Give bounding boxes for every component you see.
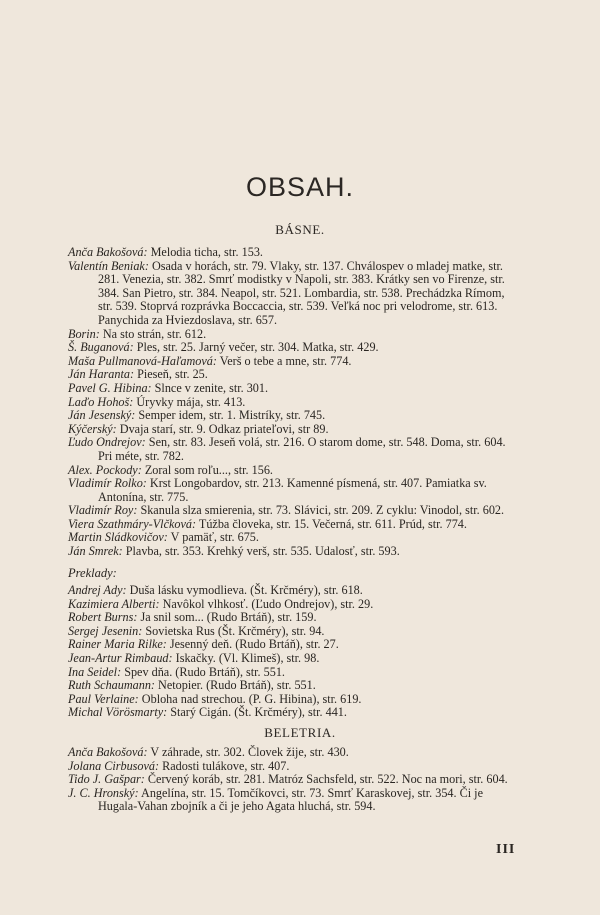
- toc-entry: [68, 787, 518, 814]
- toc-entry: [68, 246, 518, 260]
- toc-entry: [68, 638, 518, 652]
- entry-works: Starý Cigán. (Št. Krčméry), str. 441.: [167, 705, 347, 720]
- toc-entry: [68, 436, 518, 463]
- entry-author: Ján Haranta:: [68, 367, 135, 382]
- entry-author: Valentín Beniak:: [68, 258, 149, 273]
- entry-works: Na sto strán, str. 612.: [99, 326, 207, 341]
- entry-author: Tido J. Gašpar:: [68, 772, 145, 787]
- entry-works: Dvaja starí, str. 9. Odkaz priateľovi, str 89.: [116, 421, 329, 436]
- toc-entry: [68, 341, 518, 355]
- entry-works: Plavba, str. 353. Krehký verš, str. 535. Udalosť, str. 593.: [122, 544, 400, 559]
- entry-author: Š. Buganová:: [68, 340, 134, 355]
- toc-entry: [68, 518, 518, 532]
- toc-entry: [68, 666, 518, 680]
- poems-list: [68, 246, 518, 559]
- toc-entry: [68, 746, 518, 760]
- section-heading-fiction: BELETRIA.: [264, 725, 336, 740]
- entry-author: Kýčerský:: [68, 421, 117, 436]
- toc-entry: [68, 396, 518, 410]
- entry-works: Sovietska Rus (Št. Krčméry), str. 94.: [142, 623, 325, 638]
- toc-entry: [68, 477, 518, 504]
- entry-works: Duša lásku vymodlieva. (Št. Krčméry), str. 618.: [126, 583, 363, 597]
- entry-author: Vladimír Roy:: [68, 503, 138, 518]
- toc-entry: [68, 464, 518, 478]
- entry-author: Jean-Artur Rimbaud:: [68, 650, 173, 665]
- entry-author: Pavel G. Hibina:: [68, 380, 152, 395]
- entry-author: Viera Szathmáry-Vlčková:: [68, 516, 197, 531]
- entry-author: Ján Jesenský:: [68, 408, 136, 423]
- entry-author: Anča Bakošová:: [68, 245, 148, 259]
- entry-author: Ruth Schaumann:: [68, 678, 155, 693]
- entry-author: Laďo Hohoš:: [68, 394, 134, 409]
- toc-entry: [68, 260, 518, 328]
- entry-works: Ples, str. 25. Jarný večer, str. 304. Matka, str. 429.: [133, 340, 379, 355]
- entry-works: Úryvky mája, str. 413.: [133, 394, 246, 409]
- entry-author: Ina Seidel:: [68, 664, 122, 679]
- entry-works: Obloha nad strechou. (P. G. Hibina), str. 619.: [138, 691, 362, 706]
- toc-entry: [68, 773, 518, 787]
- entry-works: Navôkol vlhkosť. (Ľudo Ondrejov), str. 29.: [159, 596, 374, 611]
- entry-works: Spev dňa. (Rudo Brtáň), str. 551.: [121, 664, 285, 679]
- entry-works: V pamäť, str. 675.: [167, 530, 259, 545]
- translations-heading: Preklady:: [68, 566, 117, 580]
- entry-works: Červený koráb, str. 281. Matróz Sachsfeld, str. 522. Noc na mori, str. 604.: [144, 772, 508, 787]
- toc-entry: [68, 545, 518, 559]
- entry-works: Angelína, str. 15. Tomčíkovci, str. 73. Smrť Karaskovej, str. 354. Či je Hugala-Vahan zbojník a či je jeho Agata hluchá, str. 594.: [98, 785, 483, 814]
- entry-works: Krst Longobardov, str. 213. Kamenné písmená, str. 407. Pamiatka sv. Antonína, str. 775.: [98, 476, 487, 504]
- entry-author: J. C. Hronský:: [68, 785, 139, 800]
- entry-works: Melodia ticha, str. 153.: [147, 245, 263, 259]
- entry-works: Netopier. (Rudo Brtáň), str. 551.: [155, 678, 316, 693]
- entry-author: Anča Bakošová:: [68, 745, 148, 759]
- toc-entry: [68, 693, 518, 707]
- entry-author: Michal Vörösmarty:: [68, 705, 168, 720]
- fiction-list: [68, 746, 518, 814]
- toc-entry: [68, 598, 518, 612]
- toc-entry: [68, 611, 518, 625]
- toc-entry: [68, 679, 518, 693]
- entry-works: Semper idem, str. 1. Mistríky, str. 745.: [135, 408, 326, 423]
- section-heading-poems: BÁSNE.: [275, 222, 325, 237]
- translations-list: [68, 584, 518, 720]
- entry-works: Skanula slza smierenia, str. 73. Slávici, str. 209. Z cyklu: Vinodol, str. 602.: [137, 503, 505, 518]
- toc-entry: [68, 328, 518, 342]
- toc-entry: [68, 368, 518, 382]
- toc-entry: [68, 652, 518, 666]
- entry-works: Jesenný deň. (Rudo Brtáň), str. 27.: [166, 637, 339, 652]
- entry-author: Jolana Cirbusová:: [68, 758, 160, 773]
- entry-author: Kazimiera Alberti:: [68, 596, 160, 611]
- toc-entry: [68, 423, 518, 437]
- toc-entry: [68, 625, 518, 639]
- toc-entry: [68, 760, 518, 774]
- entry-author: Andrej Ady:: [68, 583, 127, 597]
- entry-author: Rainer Maria Rilke:: [68, 637, 167, 652]
- entry-works: Pieseň, str. 25.: [134, 367, 208, 382]
- entry-works: Sen, str. 83. Jeseň volá, str. 216. O starom dome, str. 548. Doma, str. 604. Pri méte, str. 782.: [98, 435, 506, 463]
- entry-author: Maša Pullmanová-Haľamová:: [68, 353, 217, 368]
- entry-author: Vladimír Rolko:: [68, 476, 147, 491]
- entry-works: Iskačky. (Vl. Klimeš), str. 98.: [172, 650, 320, 665]
- toc-entry: [68, 584, 518, 598]
- entry-works: V záhrade, str. 302. Človek žije, str. 430.: [147, 745, 349, 759]
- toc-entry: [68, 504, 518, 518]
- toc-entry: [68, 355, 518, 369]
- entry-author: Paul Verlaine:: [68, 691, 139, 706]
- entry-author: Borin:: [68, 326, 100, 341]
- entry-works: Ja snil som... (Rudo Brtáň), str. 159.: [137, 610, 317, 625]
- entry-author: Sergej Jesenin:: [68, 623, 143, 638]
- entry-works: Radosti tulákove, str. 407.: [159, 758, 290, 773]
- entry-author: Ľudo Ondrejov:: [68, 435, 146, 450]
- entry-author: Alex. Pockody:: [68, 462, 142, 477]
- page-number: III: [496, 842, 516, 857]
- entry-author: Martin Sládkovičov:: [68, 530, 168, 545]
- entry-works: Túžba človeka, str. 15. Večerná, str. 611. Prúd, str. 774.: [196, 516, 467, 531]
- entry-works: Osada v horách, str. 79. Vlaky, str. 137. Chválospev o mladej matke, str. 281. Venezia, str. 382. Smrť modistky v Napoli, str. 383. Krátky sen vo Firenze, str. 384. San Pietro, str. 384. Neapol, str. 521. Lombardia, str. 538. Prechádzka Rímom, str. 539. Stoprvá rozprávka Boccaccia, str. 539. Veľká noc pri velodrome, str. 613. Panychida za Hviezdoslava, str. 657.: [98, 258, 505, 327]
- entry-works: Slnce v zenite, str. 301.: [151, 380, 269, 395]
- toc-entry: [68, 409, 518, 423]
- entry-author: Ján Smrek:: [68, 544, 123, 559]
- entry-works: Zoral som roľu..., str. 156.: [141, 462, 273, 477]
- toc-entry: [68, 382, 518, 396]
- entry-works: Verš o tebe a mne, str. 774.: [216, 353, 352, 368]
- page-title: OBSAH.: [245, 172, 355, 202]
- toc-entry: [68, 531, 518, 545]
- entry-author: Robert Burns:: [68, 610, 138, 625]
- toc-entry: [68, 706, 518, 720]
